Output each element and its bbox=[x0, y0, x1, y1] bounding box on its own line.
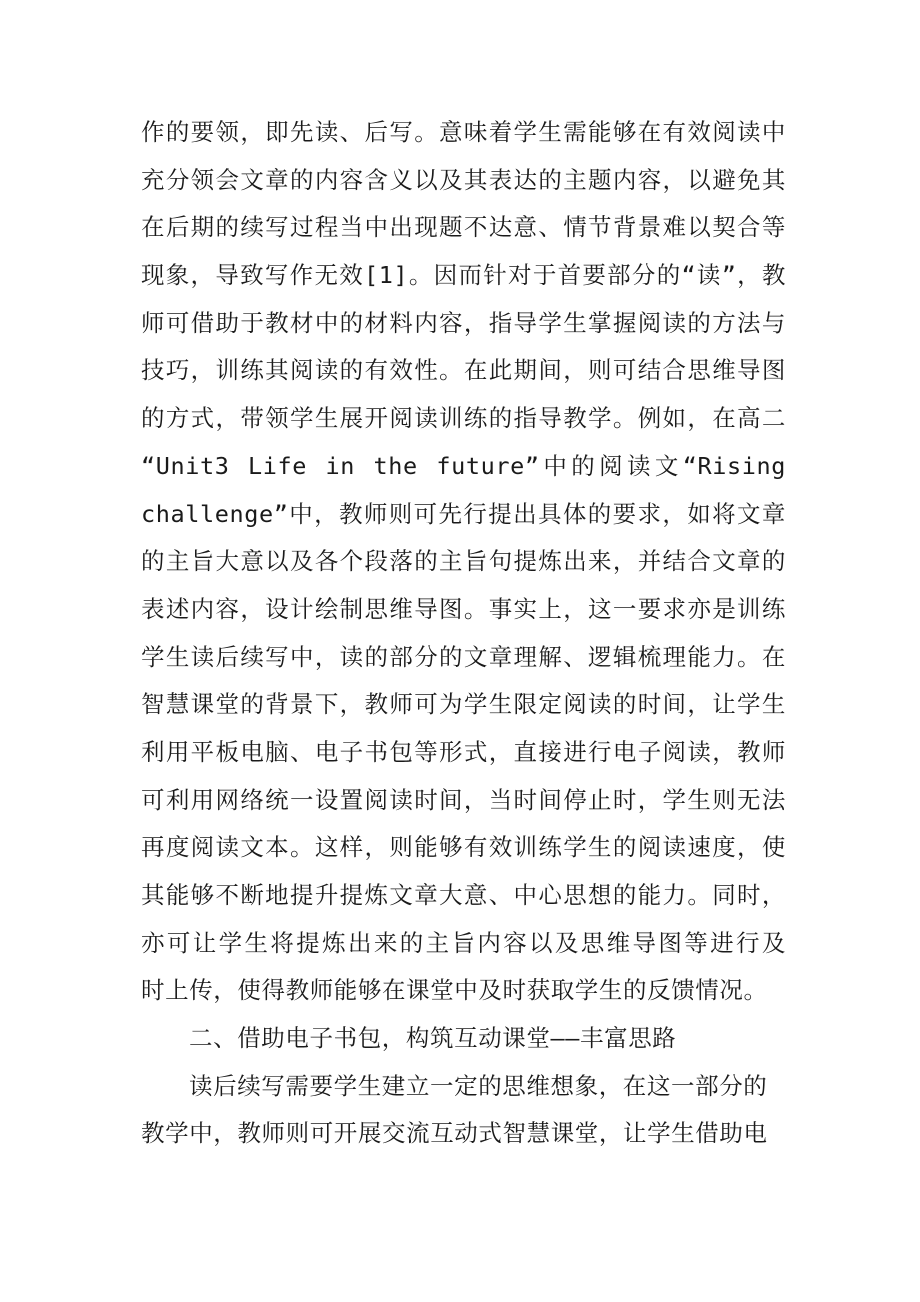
text-line: 亦可让学生将提炼出来的主旨内容以及思维导图等进行及 bbox=[141, 928, 786, 957]
text-line: “Unit3 Life in the future”中的阅读文“Rising bbox=[141, 451, 786, 480]
section-heading: 二、借助电子书包，构筑互动课堂——丰富思路 bbox=[189, 1024, 677, 1053]
text-line: 作的要领，即先读、后写。意味着学生需能够在有效阅读中 bbox=[141, 118, 786, 146]
text-line: 的主旨大意以及各个段落的主旨句提炼出来，并结合文章的 bbox=[141, 547, 786, 576]
text-line: 智慧课堂的背景下，教师可为学生限定阅读的时间，让学生 bbox=[141, 690, 786, 719]
text-line: 学生读后续写中，读的部分的文章理解、逻辑梳理能力。在 bbox=[141, 642, 786, 671]
text-line: 的方式，带领学生展开阅读训练的指导教学。例如，在高二 bbox=[141, 404, 786, 433]
text-line: 其能够不断地提升提炼文章大意、中心思想的能力。同时， bbox=[141, 881, 786, 909]
text-line: 技巧，训练其阅读的有效性。在此期间，则可结合思维导图 bbox=[141, 356, 786, 385]
document-body bbox=[141, 109, 786, 1158]
text-line: challenge”中，教师则可先行提出具体的要求，如将文章 bbox=[141, 499, 786, 528]
text-line: 教学中，教师则可开展交流互动式智慧课堂，让学生借助电 bbox=[141, 1119, 768, 1148]
text-line: 利用平板电脑、电子书包等形式，直接进行电子阅读，教师 bbox=[141, 737, 786, 766]
text-line: 表述内容，设计绘制思维导图。事实上，这一要求亦是训练 bbox=[141, 594, 786, 623]
text-line: 师可借助于教材中的材料内容，指导学生掌握阅读的方法与 bbox=[141, 308, 786, 337]
text-line: 时上传，使得教师能够在课堂中及时获取学生的反馈情况。 bbox=[141, 976, 768, 1005]
text-line: 充分领会文章的内容含义以及其表达的主题内容，以避免其 bbox=[141, 165, 786, 194]
paragraph-first-line: 读后续写需要学生建立一定的思维想象，在这一部分的 bbox=[189, 1071, 768, 1100]
text-line: 再度阅读文本。这样，则能够有效训练学生的阅读速度，使 bbox=[141, 833, 786, 862]
text-line: 在后期的续写过程当中出现题不达意、情节背景难以契合等 bbox=[141, 213, 786, 242]
text-line: 现象，导致写作无效[1]。因而针对于首要部分的“读”，教 bbox=[141, 261, 786, 290]
text-line: 可利用网络统一设置阅读时间，当时间停止时，学生则无法 bbox=[141, 785, 786, 814]
